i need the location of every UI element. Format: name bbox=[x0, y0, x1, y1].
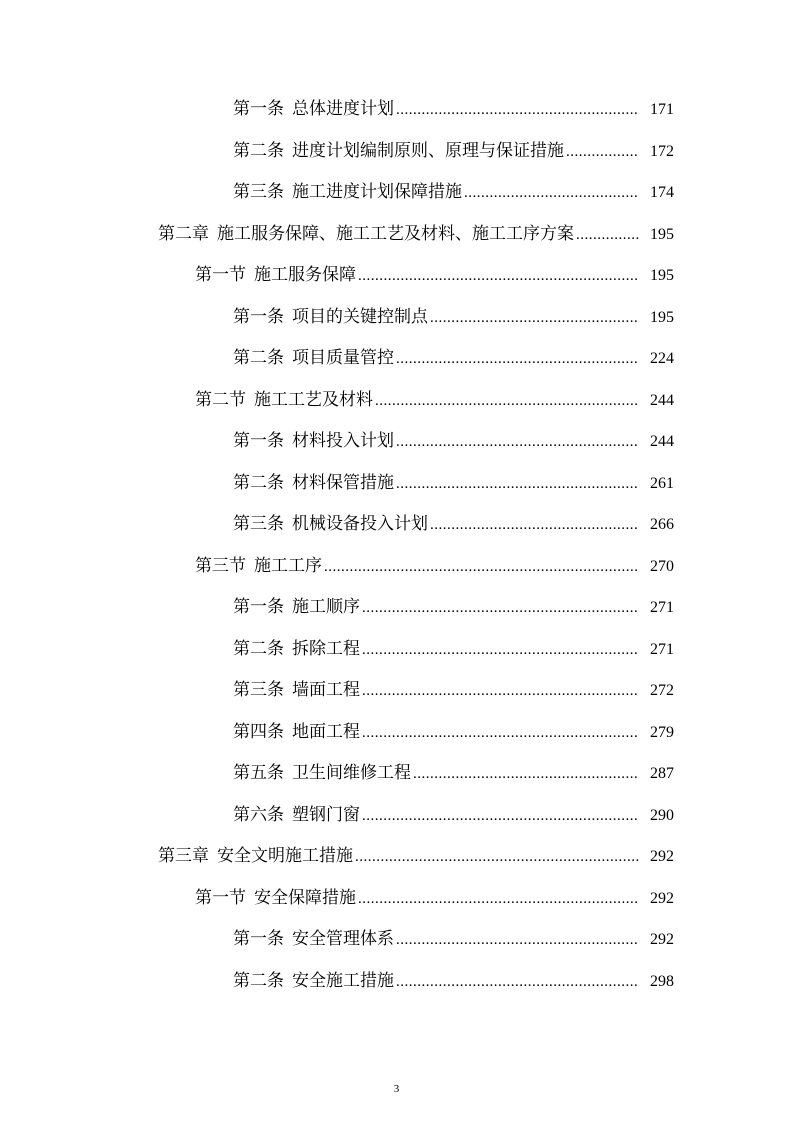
toc-entry[interactable] bbox=[0, 919, 793, 961]
dot-leader bbox=[375, 381, 639, 423]
dot-leader bbox=[396, 90, 639, 132]
toc-entry-number: 第三章 bbox=[158, 846, 209, 866]
toc-entry-title: 施工服务保障、施工工艺及材料、施工工序方案 bbox=[217, 223, 574, 244]
dot-leader bbox=[362, 796, 639, 838]
dot-leader bbox=[430, 298, 639, 340]
dot-leader bbox=[362, 671, 639, 713]
toc-entry-title: 安全管理体系 bbox=[292, 929, 394, 949]
toc-entry-number: 第二章 bbox=[158, 223, 209, 244]
toc-entry[interactable] bbox=[0, 878, 793, 920]
toc-entry-page: 224 bbox=[650, 350, 674, 367]
toc-entry-page: 271 bbox=[650, 640, 674, 658]
toc-entry[interactable] bbox=[0, 89, 793, 131]
toc-entry[interactable] bbox=[0, 255, 793, 297]
dot-leader bbox=[396, 464, 639, 506]
toc-entry-number: 第一节 bbox=[195, 887, 246, 908]
toc-entry-number: 第二条 bbox=[233, 348, 284, 368]
toc-entry-title: 拆除工程 bbox=[292, 638, 360, 659]
toc-entry-page: 271 bbox=[650, 599, 674, 616]
toc-entry-title: 安全施工措施 bbox=[292, 970, 394, 991]
toc-entry[interactable] bbox=[0, 670, 793, 712]
toc-entry-title: 施工服务保障 bbox=[254, 265, 356, 285]
toc-entry-page: 171 bbox=[650, 101, 674, 118]
dot-leader bbox=[396, 962, 639, 1004]
toc-entry-number: 第三条 bbox=[233, 514, 284, 534]
toc-entry-title: 地面工程 bbox=[292, 721, 360, 742]
toc-entry-title: 墙面工程 bbox=[292, 680, 360, 700]
toc-entry[interactable] bbox=[0, 297, 793, 339]
toc-entry[interactable] bbox=[0, 338, 793, 380]
toc-entry-number: 第六条 bbox=[233, 804, 284, 825]
toc-entry-title: 材料保管措施 bbox=[292, 472, 394, 493]
toc-entry[interactable] bbox=[0, 795, 793, 837]
toc-entry-page: 174 bbox=[650, 184, 674, 201]
toc-entry-number: 第三条 bbox=[233, 680, 284, 700]
toc-entry[interactable] bbox=[0, 463, 793, 505]
toc-entry[interactable] bbox=[0, 753, 793, 795]
toc-entry[interactable] bbox=[0, 587, 793, 629]
toc-entry-number: 第二条 bbox=[233, 970, 284, 991]
toc-entry[interactable] bbox=[0, 214, 793, 256]
toc-entry-page: 292 bbox=[650, 848, 674, 865]
toc-entry-number: 第二条 bbox=[233, 472, 284, 493]
dot-leader bbox=[358, 879, 639, 921]
dot-leader bbox=[355, 837, 639, 879]
toc-entry-number: 第四条 bbox=[233, 721, 284, 742]
toc-entry-number: 第一条 bbox=[233, 306, 284, 327]
toc-entry-title: 进度计划编制原则、原理与保证措施 bbox=[292, 140, 564, 161]
toc-entry-page: 195 bbox=[650, 308, 674, 326]
toc-entry-number: 第二条 bbox=[233, 140, 284, 161]
page-number: 3 bbox=[393, 1083, 400, 1095]
toc-entry-title: 施工顺序 bbox=[292, 597, 360, 617]
toc-entry-page: 292 bbox=[650, 889, 674, 907]
toc-entry-page: 287 bbox=[650, 765, 674, 782]
toc-entry-title: 施工工序 bbox=[254, 555, 322, 576]
dot-leader bbox=[413, 754, 639, 796]
toc-entry-number: 第三节 bbox=[195, 555, 246, 576]
toc-entry[interactable] bbox=[0, 504, 793, 546]
toc-entry[interactable] bbox=[0, 380, 793, 422]
toc-entry-title: 材料投入计划 bbox=[292, 431, 394, 451]
toc-entry-title: 项目质量管控 bbox=[292, 348, 394, 368]
toc-entry[interactable] bbox=[0, 546, 793, 588]
toc-entry-page: 279 bbox=[650, 723, 674, 741]
toc-entry-page: 270 bbox=[650, 557, 674, 575]
toc-entry-page: 244 bbox=[650, 391, 674, 409]
toc-entry[interactable] bbox=[0, 172, 793, 214]
toc-entry-title: 总体进度计划 bbox=[292, 99, 394, 119]
dot-leader bbox=[362, 588, 639, 630]
toc-entry-page: 292 bbox=[650, 931, 674, 948]
toc-entry-title: 塑钢门窗 bbox=[292, 804, 360, 825]
toc-entry-page: 195 bbox=[650, 225, 674, 243]
dot-leader bbox=[396, 339, 639, 381]
dot-leader bbox=[362, 630, 639, 672]
dot-leader bbox=[576, 215, 639, 257]
toc-entry-title: 卫生间维修工程 bbox=[292, 763, 411, 783]
toc-entry-page: 244 bbox=[650, 433, 674, 450]
toc-entry-page: 290 bbox=[650, 806, 674, 824]
toc-entry-title: 施工工艺及材料 bbox=[254, 389, 373, 410]
toc-entry-title: 安全保障措施 bbox=[254, 887, 356, 908]
toc-entry-title: 项目的关键控制点 bbox=[292, 306, 428, 327]
toc-entry-page: 195 bbox=[650, 267, 674, 284]
dot-leader bbox=[324, 547, 639, 589]
table-of-contents bbox=[0, 89, 793, 1002]
dot-leader bbox=[566, 132, 639, 174]
toc-entry[interactable] bbox=[0, 421, 793, 463]
toc-entry-page: 298 bbox=[650, 972, 674, 990]
toc-entry-number: 第一节 bbox=[195, 265, 246, 285]
toc-entry-number: 第一条 bbox=[233, 431, 284, 451]
dot-leader bbox=[430, 505, 639, 547]
toc-entry-page: 266 bbox=[650, 516, 674, 533]
toc-entry-number: 第一条 bbox=[233, 929, 284, 949]
dot-leader bbox=[396, 422, 639, 464]
dot-leader bbox=[358, 256, 639, 298]
toc-entry-title: 安全文明施工措施 bbox=[217, 846, 353, 866]
toc-entry[interactable] bbox=[0, 629, 793, 671]
toc-entry-page: 172 bbox=[650, 142, 674, 160]
toc-entry-page: 272 bbox=[650, 682, 674, 699]
toc-entry[interactable] bbox=[0, 961, 793, 1003]
toc-entry-number: 第五条 bbox=[233, 763, 284, 783]
toc-entry-number: 第三条 bbox=[233, 182, 284, 202]
toc-entry-page: 261 bbox=[650, 474, 674, 492]
toc-entry[interactable] bbox=[0, 712, 793, 754]
toc-entry[interactable] bbox=[0, 131, 793, 173]
toc-entry[interactable] bbox=[0, 836, 793, 878]
dot-leader bbox=[362, 713, 639, 755]
toc-entry-title: 施工进度计划保障措施 bbox=[292, 182, 462, 202]
toc-entry-number: 第二节 bbox=[195, 389, 246, 410]
toc-entry-number: 第一条 bbox=[233, 597, 284, 617]
toc-entry-number: 第一条 bbox=[233, 99, 284, 119]
dot-leader bbox=[396, 920, 639, 962]
toc-entry-title: 机械设备投入计划 bbox=[292, 514, 428, 534]
toc-entry-number: 第二条 bbox=[233, 638, 284, 659]
dot-leader bbox=[464, 173, 639, 215]
